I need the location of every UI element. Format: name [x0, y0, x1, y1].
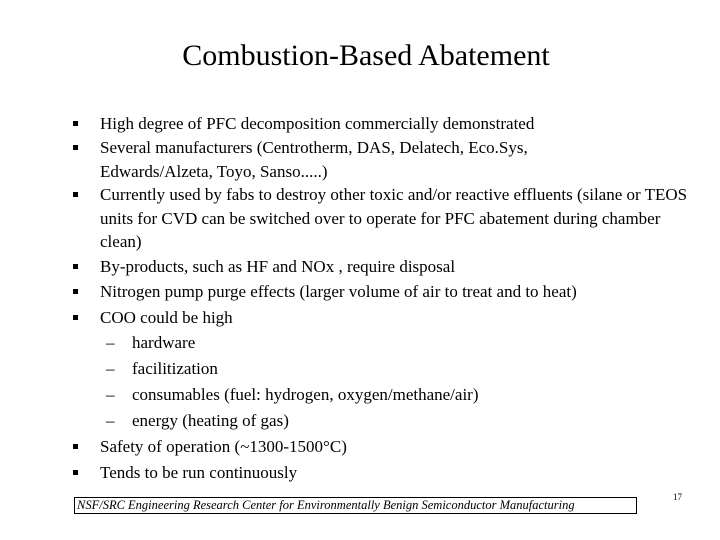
bullet-text: Tends to be run continuously — [100, 463, 298, 482]
sub-bullet-text: hardware — [132, 333, 196, 352]
square-bullet-icon — [73, 192, 78, 197]
dash-marker: – — [106, 385, 115, 404]
page-number: 17 — [673, 492, 682, 502]
sub-bullet-text: consumables (fuel: hydrogen, oxygen/methane/air) — [132, 385, 479, 404]
square-bullet-icon — [73, 121, 78, 126]
bullet-text: Nitrogen pump purge effects (larger volume of air to treat and to heat) — [100, 282, 577, 301]
square-bullet-icon — [73, 145, 78, 150]
square-bullet-icon — [73, 264, 78, 269]
bullet-text: High degree of PFC decomposition commercially demonstrated — [100, 114, 535, 133]
sub-bullet-text: facilitization — [132, 359, 218, 378]
footer-banner: NSF/SRC Engineering Research Center for Environmentally Benign Semiconductor Manufacturing — [74, 497, 637, 514]
slide-title: Combustion-Based Abatement — [182, 39, 550, 72]
bullet-text: COO could be high — [100, 308, 233, 327]
bullet-text: Currently used by fabs to destroy other toxic and/or reactive effluents (silane or TEOS units for CVD can be switched over to operate for PFC abatement during chamber clean) — [100, 185, 688, 251]
bullet-text: By-products, such as HF and NOx , require disposal — [100, 257, 456, 276]
square-bullet-icon — [73, 444, 78, 449]
sub-bullet-text: energy (heating of gas) — [132, 411, 289, 430]
bullet-text: Safety of operation (~1300-1500°C) — [100, 437, 347, 456]
dash-marker: – — [106, 411, 115, 430]
bullet-text: Several manufacturers (Centrotherm, DAS, Delatech, Eco.Sys, Edwards/Alzeta, Toyo, Sanso.....) — [100, 138, 528, 181]
square-bullet-icon — [73, 315, 78, 320]
square-bullet-icon — [73, 470, 78, 475]
dash-marker: – — [106, 359, 115, 378]
square-bullet-icon — [73, 289, 78, 294]
dash-marker: – — [106, 333, 115, 352]
